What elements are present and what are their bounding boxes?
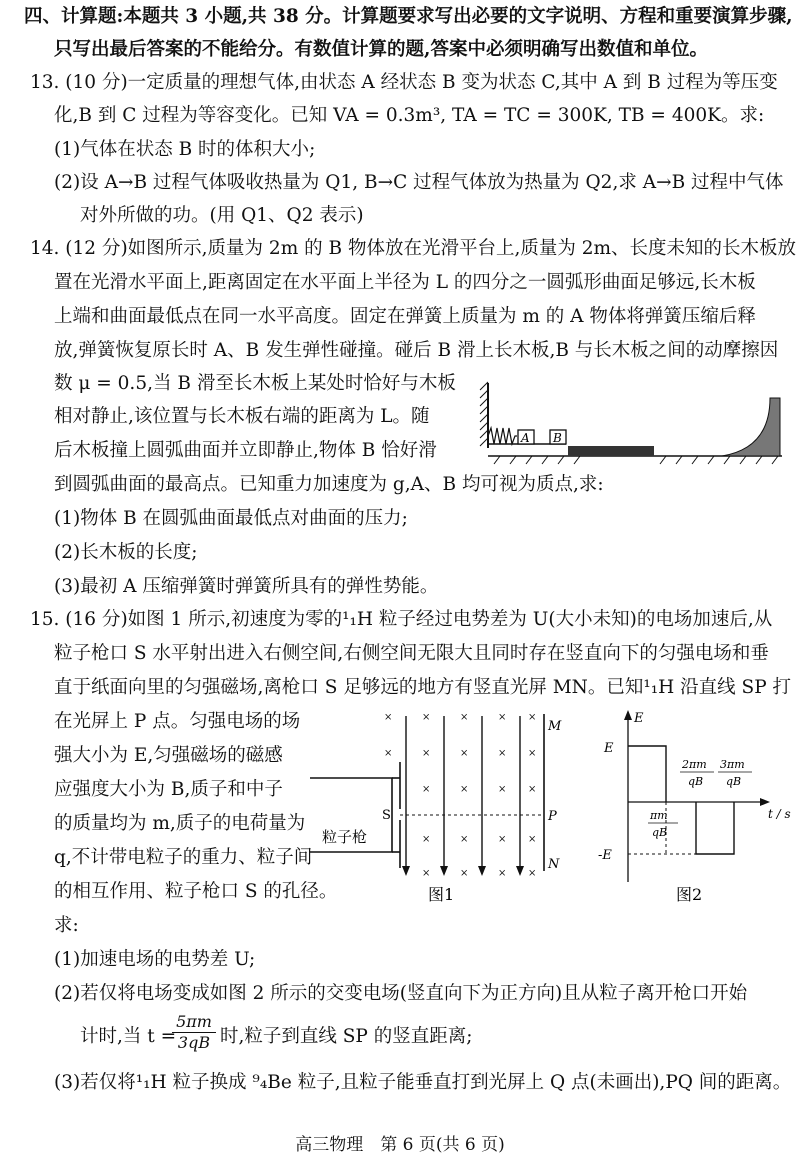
q15-figure-1 [308, 706, 578, 906]
svg-text:×: × [460, 834, 469, 845]
q14-line-4: 放,弹簧恢复原长时 A、B 发生弹性碰撞。碰后 B 滑上长木板,B 与长木板之间的动摩擦因 [54, 340, 779, 361]
svg-text:×: × [460, 748, 469, 759]
svg-text:×: × [498, 748, 507, 759]
svg-text:×: × [528, 712, 537, 723]
q13-part-2-cont: 对外所做的功。(用 Q1、Q2 表示) [80, 205, 364, 226]
svg-text:×: × [422, 748, 431, 759]
q14-line-8: 到圆弧曲面的最高点。已知重力加速度为 g,A、B 均可视为质点,求: [54, 474, 604, 495]
svg-text:×: × [422, 834, 431, 845]
fraction-numerator: 5πm [172, 1012, 216, 1033]
screen-p-label: P [548, 809, 557, 824]
svg-text:×: × [528, 868, 537, 879]
q14-part-1: (1)物体 B 在圆弧曲面最低点对曲面的压力; [54, 508, 408, 529]
q15-part-3: (3)若仅将¹₁H 粒子换成 ⁹₄Be 粒子,且粒子能垂直打到光屏上 Q 点(未画出),PQ 间的距离。 [54, 1072, 792, 1093]
q13-part-2: (2)设 A→B 过程气体吸收热量为 Q1, B→C 过程气体放为热量为 Q2,求 A→B 过程中气体 [54, 172, 784, 193]
block-a-label: A [521, 431, 530, 445]
e-positive-label: E [604, 741, 614, 756]
q14-line-2: 置在光滑水平面上,距离固定在水平面上半径为 L 的四分之一圆弧形曲面足够远,长木板 [54, 272, 756, 293]
section-instructions: 只写出最后答案的不能给分。有数值计算的题,答案中必须明确写出数值和单位。 [54, 39, 708, 60]
q14-line-7: 后木板撞上圆弧曲面并立即静止,物体 B 恰好滑 [54, 440, 437, 461]
long-board [568, 446, 654, 456]
svg-text:×: × [528, 834, 537, 845]
t1-denominator: qB [652, 826, 668, 839]
e-negative-label: -E [598, 848, 612, 863]
q14-part-3: (3)最初 A 压缩弹簧时弹簧所具有的弹性势能。 [54, 576, 439, 597]
q15-part-1: (1)加速电场的电势差 U; [54, 949, 256, 970]
q15-figure-2 [596, 706, 794, 906]
q13-line-1: 13. (10 分)一定质量的理想气体,由状态 A 经状态 B 变为状态 C,其中 A 到 B 过程为等压变 [30, 72, 778, 93]
screen-n-label: N [548, 857, 560, 872]
svg-text:×: × [422, 712, 431, 723]
page-footer: 高三物理 第 6 页(共 6 页) [295, 1135, 505, 1155]
svg-text:×: × [384, 748, 393, 759]
svg-text:×: × [422, 784, 431, 795]
arc-surface [722, 398, 780, 456]
q14-figure [470, 368, 788, 468]
t2-numerator: 2πm [682, 758, 707, 771]
q15-line-8: q,不计带电粒子的重力、粒子间 [54, 847, 313, 868]
figure-1-caption: 图1 [428, 885, 455, 904]
q13-line-2: 化,B 到 C 过程为等容变化。已知 VA = 0.3m³, TA = TC = 300K, TB = 400K。求: [54, 105, 765, 126]
q15-part-2-cont-b: 时,粒子到直线 SP 的竖直距离; [220, 1026, 473, 1047]
t1-numerator: πm [650, 809, 668, 822]
svg-text:×: × [384, 712, 393, 723]
q15-part-2-cont-a: 计时,当 t = [80, 1026, 177, 1047]
figure-2-caption: 图2 [676, 885, 703, 904]
fraction-time [172, 1012, 216, 1053]
section-title: 四、计算题:本题共 3 小题,共 38 分。计算题要求写出必要的文字说明、方程和重要演算步骤, [24, 6, 793, 27]
svg-text:×: × [498, 784, 507, 795]
q15-line-5: 强大小为 E,匀强磁场的磁感 [54, 745, 283, 766]
svg-text:×: × [460, 712, 469, 723]
svg-text:×: × [422, 868, 431, 879]
t-axis-label: t / s [768, 807, 791, 821]
q15-part-2: (2)若仅将电场变成如图 2 所示的交变电场(竖直向下为正方向)且从粒子离开枪口开始 [54, 983, 748, 1004]
e-axis-label: E [634, 711, 644, 726]
block-b-label: B [553, 431, 562, 445]
screen-m-label: M [548, 719, 562, 734]
q15-line-6: 应强度大小为 B,质子和中子 [54, 779, 283, 800]
t3-numerator: 3πm [720, 758, 745, 771]
q15-line-10: 求: [54, 915, 79, 936]
q14-line-3: 上端和曲面最低点在同一水平高度。固定在弹簧上质量为 m 的 A 物体将弹簧压缩后释 [54, 306, 756, 327]
svg-text:×: × [460, 868, 469, 879]
svg-text:×: × [498, 868, 507, 879]
svg-text:×: × [528, 784, 537, 795]
q15-line-7: 的质量均为 m,质子的电荷量为 [54, 813, 306, 834]
q15-line-1: 15. (16 分)如图 1 所示,初速度为零的¹₁H 粒子经过电势差为 U(大小未知)的电场加速后,从 [30, 609, 773, 630]
q14-line-6: 相对静止,该位置与长木板右端的距离为 L。随 [54, 406, 430, 427]
svg-text:×: × [528, 748, 537, 759]
svg-text:×: × [498, 712, 507, 723]
q15-line-2: 粒子枪口 S 水平射出进入右侧空间,右侧空间无限大且同时存在竖直向下的匀强电场和垂 [54, 643, 769, 664]
gun-s-label: S [382, 808, 391, 823]
q14-line-5: 数 μ = 0.5,当 B 滑至长木板上某处时恰好与木板 [54, 373, 456, 394]
svg-text:×: × [460, 784, 469, 795]
q14-line-1: 14. (12 分)如图所示,质量为 2m 的 B 物体放在光滑平台上,质量为 2m、长度未知的长木板放 [30, 238, 797, 259]
q15-line-4: 在光屏上 P 点。匀强电场的场 [54, 711, 301, 732]
fraction-denominator: 3qB [177, 1033, 211, 1052]
q14-part-2: (2)长木板的长度; [54, 542, 198, 563]
svg-text:×: × [498, 834, 507, 845]
q15-line-9: 的相互作用、粒子枪口 S 的孔径。 [54, 881, 338, 902]
q13-part-1: (1)气体在状态 B 时的体积大小; [54, 139, 316, 160]
gun-label: 粒子枪 [322, 828, 368, 846]
q15-line-3: 直于纸面向里的匀强磁场,离枪口 S 足够远的地方有竖直光屏 MN。已知¹₁H 沿直线 SP 打 [54, 677, 792, 698]
t2-denominator: qB [688, 775, 704, 788]
t3-denominator: qB [726, 775, 742, 788]
